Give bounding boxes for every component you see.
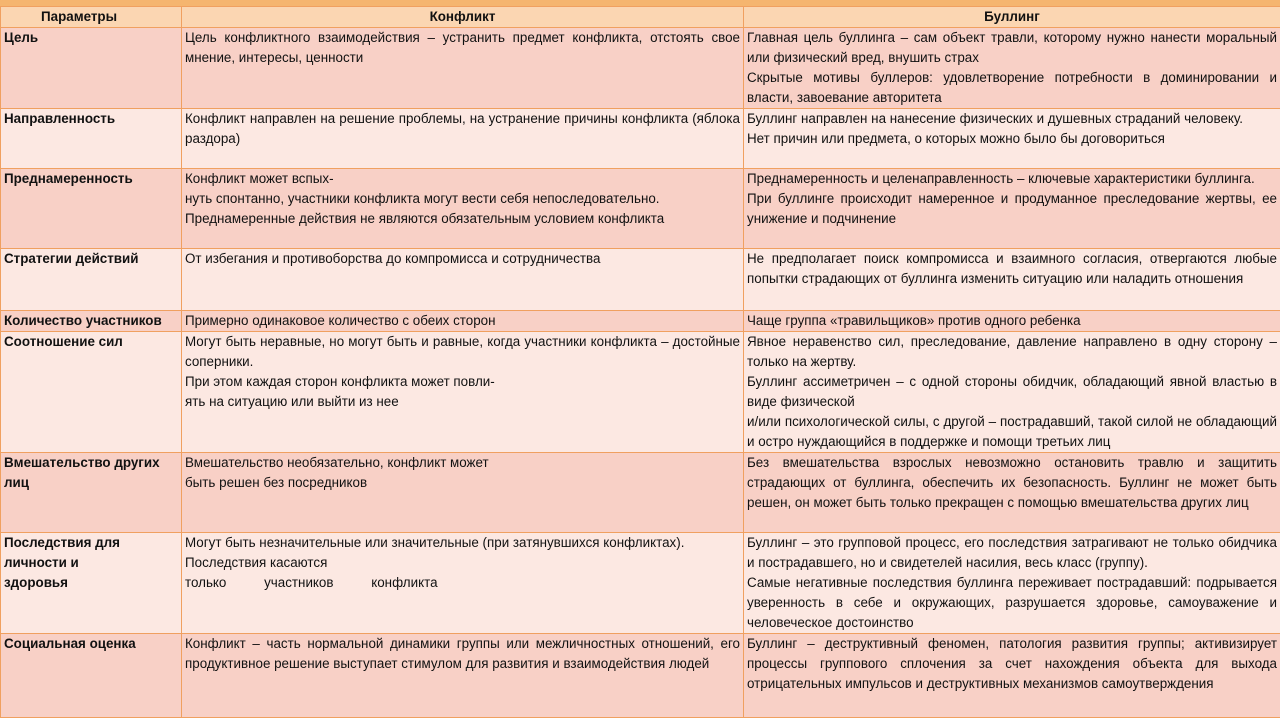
table-row	[1, 28, 1280, 109]
conflict-cell	[182, 453, 744, 533]
header-conflict: Конфликт	[182, 7, 744, 28]
bullying-cell-text: При буллинге происходит намеренное и продуманное преследование жертвы, ее унижение и подчинение	[747, 191, 1277, 226]
table-row	[1, 249, 1280, 311]
param-cell-text: Стратегии действий	[4, 251, 139, 266]
param-cell-text: Цель	[4, 30, 39, 45]
bullying-cell-text: Не предполагает поиск компромисса и взаимного согласия, отвергаются любые попытки страдающих от буллинга изменить ситуацию или наладить отношения	[747, 251, 1277, 286]
bullying-cell	[744, 311, 1280, 332]
table-row	[1, 634, 1280, 718]
conflict-cell	[182, 533, 744, 634]
conflict-cell-text: Могут быть незначительные или значительные (при затянувшихся конфликтах).	[185, 535, 685, 550]
bullying-cell-text: Буллинг – это групповой процесс, его последствия затрагивают не только обидчика и пострадавшего, но и свидетелей насилия, весь класс (группу).	[747, 535, 1277, 570]
bullying-cell	[744, 28, 1280, 109]
bullying-cell-text: Буллинг ассиметричен – с одной стороны обидчик, обладающий явной властью в виде физической	[747, 374, 1277, 409]
param-cell	[1, 332, 182, 453]
param-cell	[1, 109, 182, 169]
comparison-table	[0, 6, 1280, 718]
conflict-cell	[182, 28, 744, 109]
conflict-cell-text: Могут быть неравные, но могут быть и равные, когда участники конфликта – достойные соперники.	[185, 334, 740, 369]
param-cell-text: здоровья	[4, 575, 68, 590]
conflict-cell	[182, 249, 744, 311]
conflict-cell-text: только участников конфликта	[185, 575, 438, 590]
bullying-cell	[744, 249, 1280, 311]
conflict-cell-text: Преднамеренные действия не являются обязательным условием конфликта	[185, 211, 665, 226]
param-cell-text: Направленность	[4, 111, 116, 126]
param-cell	[1, 453, 182, 533]
bullying-cell	[744, 332, 1280, 453]
table-header-row	[1, 7, 1280, 28]
param-cell-text: Количество участников	[4, 313, 162, 328]
conflict-cell	[182, 311, 744, 332]
param-cell	[1, 28, 182, 109]
bullying-cell-text: Преднамеренность и целенаправленность – ключевые характеристики буллинга.	[747, 171, 1255, 186]
param-cell-text: Социальная оценка	[4, 636, 136, 651]
param-cell-text: лиц	[4, 475, 29, 490]
conflict-cell-text: Примерно одинаковое количество с обеих сторон	[185, 313, 496, 328]
bullying-cell	[744, 634, 1280, 718]
param-cell	[1, 249, 182, 311]
header-bullying: Буллинг	[744, 7, 1280, 28]
param-cell	[1, 533, 182, 634]
conflict-cell-text: Конфликт направлен на решение проблемы, на устранение причины конфликта (яблока раздора)	[185, 111, 740, 146]
conflict-cell-text: Вмешательство необязательно, конфликт может	[185, 455, 489, 470]
bullying-cell-text: Без вмешательства взрослых невозможно остановить травлю и защитить страдающих от буллинга, обеспечить их безопасность. Буллинг не может быть решен, он может быть только прекращен с помощью вмешательства других лиц	[747, 455, 1277, 510]
param-cell-text: личности и	[4, 555, 79, 570]
param-cell	[1, 169, 182, 249]
bullying-cell-text: Скрытые мотивы буллеров: удовлетворение потребности в доминировании и власти, завоевание авторитета	[747, 70, 1277, 105]
conflict-cell-text: Конфликт может вспых-	[185, 171, 334, 186]
bullying-cell	[744, 533, 1280, 634]
conflict-cell-text: Цель конфликтного взаимодействия – устранить предмет конфликта, отстоять свое мнение, интересы, ценности	[185, 30, 740, 65]
bullying-cell	[744, 109, 1280, 169]
conflict-cell-text: При этом каждая сторон конфликта может повли-	[185, 374, 495, 389]
header-parameters: Параметры	[1, 7, 182, 28]
table-row	[1, 169, 1280, 249]
conflict-cell-text: Конфликт – часть нормальной динамики группы или межличностных отношений, его продуктивное решение выступает стимулом для развития и взаимодействия людей	[185, 636, 740, 671]
bullying-cell-text: Главная цель буллинга – сам объект травли, которому нужно нанести моральный или физический вред, внушить страх	[747, 30, 1277, 65]
conflict-cell	[182, 332, 744, 453]
param-cell	[1, 311, 182, 332]
bullying-cell-text: Буллинг – деструктивный феномен, патология развития группы; активизирует процессы группового сплочения за счет нахождения объекта для выхода отрицательных импульсов и деструктивных механизмов самоутверждения	[747, 636, 1277, 691]
bullying-cell-text: Буллинг направлен на нанесение физических и душевных страданий человеку.	[747, 111, 1243, 126]
conflict-cell	[182, 634, 744, 718]
bullying-cell-text: Чаще группа «травильщиков» против одного ребенка	[747, 313, 1081, 328]
bullying-cell-text: Самые негативные последствия буллинга переживает пострадавший: подрывается уверенность в себе и окружающих, разрушается здоровье, самоуважение и человеческое достоинство	[747, 575, 1277, 630]
conflict-cell-text: нуть спонтанно, участники конфликта могут вести себя непоследовательно.	[185, 191, 660, 206]
conflict-cell	[182, 109, 744, 169]
table-row	[1, 311, 1280, 332]
param-cell-text: Последствия для	[4, 535, 120, 550]
bullying-cell	[744, 453, 1280, 533]
conflict-cell	[182, 169, 744, 249]
table-row	[1, 109, 1280, 169]
conflict-cell-text: Последствия касаются	[185, 555, 328, 570]
bullying-cell-text: Нет причин или предмета, о которых можно было бы договориться	[747, 131, 1165, 146]
param-cell-text: Преднамеренность	[4, 171, 133, 186]
bullying-cell-text: и/или психологической силы, с другой – пострадавший, такой силой не обладающий и остро нуждающийся в поддержке и помощи третьих лиц	[747, 414, 1277, 449]
param-cell-text: Соотношение сил	[4, 334, 123, 349]
table-row	[1, 332, 1280, 453]
param-cell-text: Вмешательство других	[4, 455, 160, 470]
table-row	[1, 533, 1280, 634]
bullying-cell	[744, 169, 1280, 249]
conflict-cell-text: ять на ситуацию или выйти из нее	[185, 394, 399, 409]
table-row	[1, 453, 1280, 533]
conflict-cell-text: быть решен без посредников	[185, 475, 368, 490]
param-cell	[1, 634, 182, 718]
conflict-cell-text: От избегания и противоборства до компромисса и сотрудничества	[185, 251, 601, 266]
bullying-cell-text: Явное неравенство сил, преследование, давление направлено в одну сторону – только на жертву.	[747, 334, 1277, 369]
